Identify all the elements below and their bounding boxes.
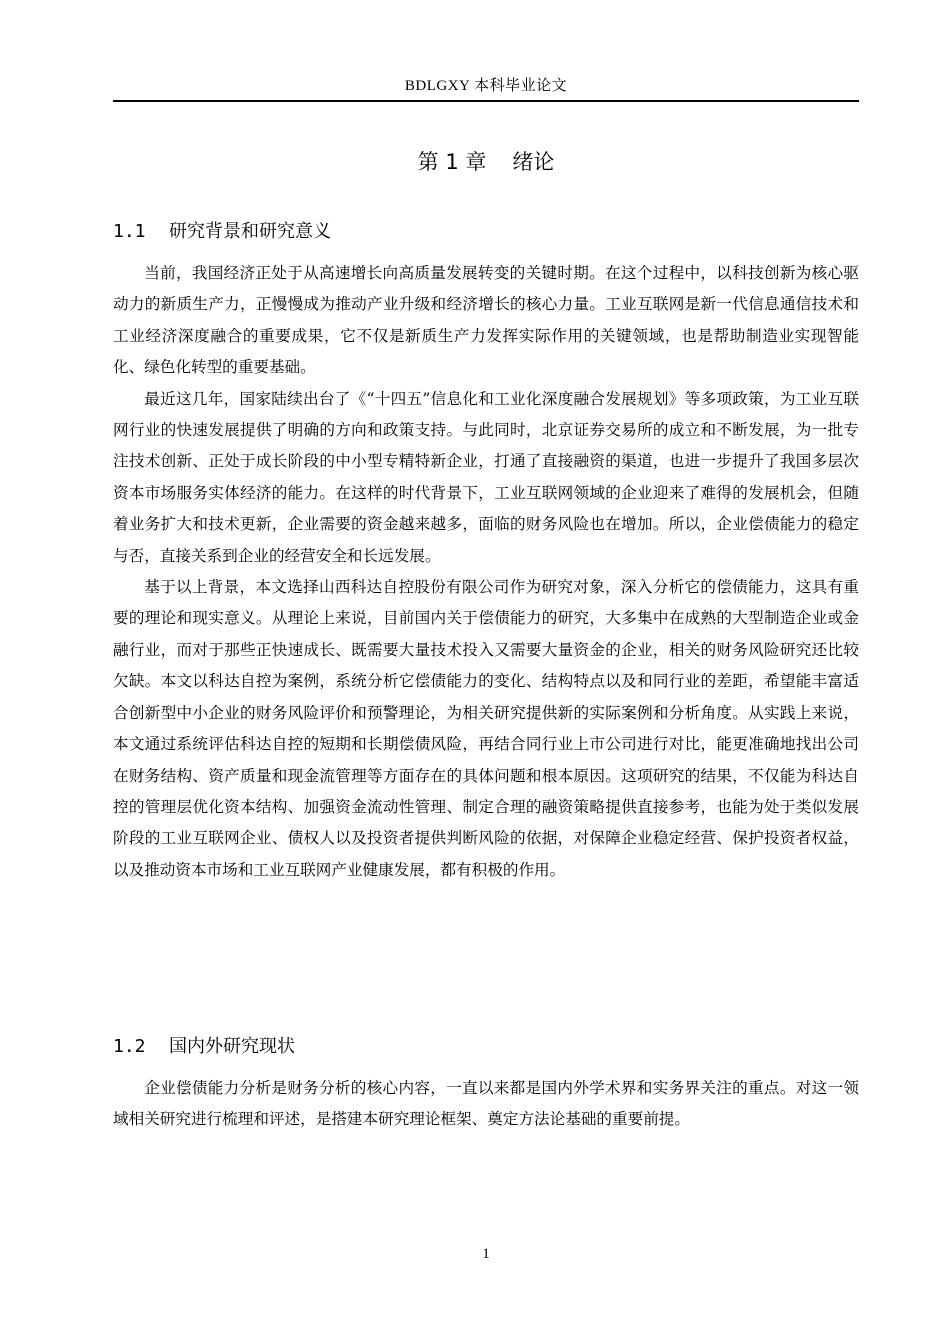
section-number: 1.2	[113, 1036, 146, 1057]
page-number: 1	[482, 1246, 490, 1262]
header-rule	[113, 100, 859, 102]
section-1-1	[113, 218, 859, 886]
section-number: 1.1	[113, 221, 146, 242]
section-1-2	[113, 1033, 859, 1136]
running-header: BDLGXY 本科毕业论文	[404, 78, 568, 94]
section-title: 国内外研究现状	[169, 1036, 295, 1057]
paragraph: 最近这几年，国家陆续出台了《“十四五”信息化和工业化深度融合发展规划》等多项政策，为工业互联网行业的快速发展提供了明确的方向和政策支持。与此同时，北京证券交易所的成立和不断发展，为一批专注技术创新、正处于成长阶段的中小型专精特新企业，打通了直接融资的渠道，也进一步提升了我国多层次资本市场服务实体经济的能力。在这样的时代背景下，工业互联网领域的企业迎来了难得的发展机会，但随着业务扩大和技术更新，企业需要的资金越来越多，面临的财务风险也在增加。所以，企业偿债能力的稳定与否，直接关系到企业的经营安全和长远发展。	[113, 389, 859, 565]
section-title: 研究背景和研究意义	[169, 221, 331, 242]
section-heading	[113, 1033, 859, 1061]
paragraph: 基于以上背景，本文选择山西科达自控股份有限公司作为研究对象，深入分析它的偿债能力，这具有重要的理论和现实意义。从理论上来说，目前国内关于偿债能力的研究，大多集中在成熟的大型制造企业或金融行业，而对于那些正快速成长、既需要大量技术投入又需要大量资金的企业，相关的财务风险研究还比较欠缺。本文以科达自控为案例，系统分析它偿债能力的变化、结构特点以及和同行业的差距，希望能丰富适合创新型中小企业的财务风险评价和预警理论，为相关研究提供新的实际案例和分析角度。从实践上来说，本文通过系统评估科达自控的短期和长期偿债风险，再结合同行业上市公司进行对比，能更准确地找出公司在财务结构、资产质量和现金流管理等方面存在的具体问题和根本原因。这项研究的结果，不仅能为科达自控的管理层优化资本结构、加强资金流动性管理、制定合理的融资策略提供直接参考，也能为处于类似发展阶段的工业互联网企业、债权人以及投资者提供判断风险的依据，对保障企业稳定经营、保护投资者权益，以及推动资本市场和工业互联网产业健康发展，都有积极的作用。	[113, 578, 859, 879]
chapter-number: 第 1 章	[417, 150, 487, 174]
chapter-title	[113, 146, 859, 178]
paragraph: 当前，我国经济正处于从高速增长向高质量发展转变的关键时期。在这个过程中，以科技创新为核心驱动力的新质生产力，正慢慢成为推动产业升级和经济增长的核心力量。工业互联网是新一代信息通信技术和工业经济深度融合的重要成果，它不仅是新质生产力发挥实际作用的关键领域，也是帮助制造业实现智能化、绿色化转型的重要基础。	[113, 264, 859, 377]
section-heading	[113, 218, 859, 246]
chapter-name: 绪论	[512, 150, 555, 174]
paragraph: 企业偿债能力分析是财务分析的核心内容，一直以来都是国内外学术界和实务界关注的重点。对这一领域相关研究进行梳理和评述，是搭建本研究理论框架、奠定方法论基础的重要前提。	[113, 1079, 859, 1129]
